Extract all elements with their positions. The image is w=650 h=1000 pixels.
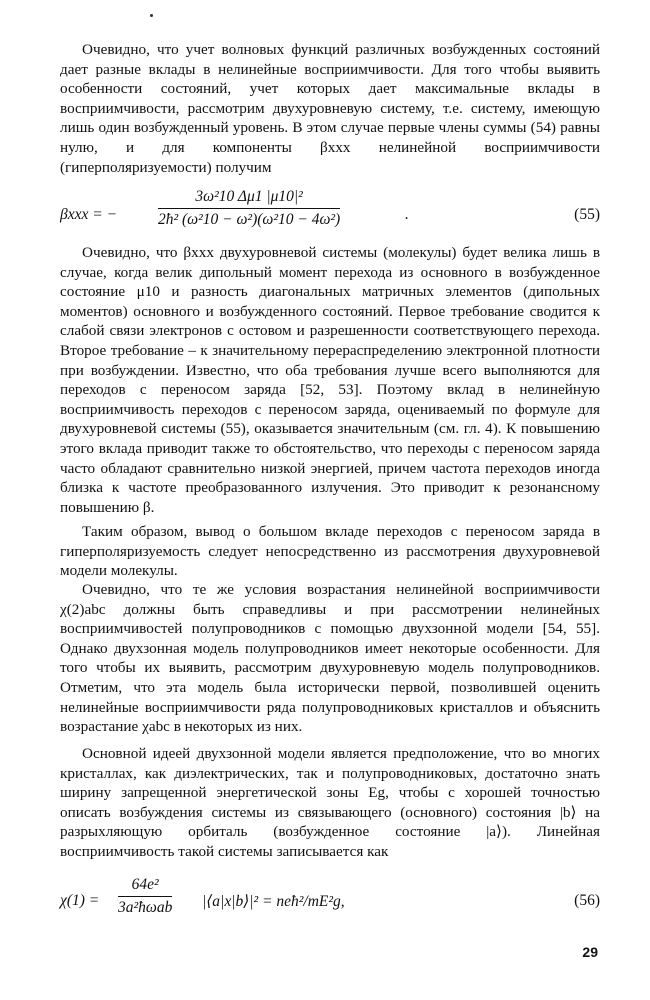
paragraph-2 xyxy=(60,243,600,517)
paragraph-text: Очевидно, что βxxx двухуровневой системы (молекулы) будет велика лишь в случае, когда велик дипольный момент перехода из основного в возбужденное состояние μ10 и разность диагональных матричных элементов (дипольных моментов) основного и возбужденного состояний. Первое требование сводится к слабой связи электронов с остовом и разрешенности соответствующего перехода. Второе требование – к значительному перераспределению электронной плотности при возбуждении. Известно, что оба требования лучше всего выполняются для переходов с переносом заряда [52, 53]. Поэтому вклад в нелинейную восприимчивость переходов с переносом заряда, оцениваемый по формуле для двухуровневой системы (55), оказывается значительным (см. гл. 4). К повышению этого вклада приводит также то обстоятельство, что переходы с переносом заряда часто обладают сравнительно низкой энергией, причем частота переходов иногда близка к частоте преобразованного излучения. Это приводит к резонансному повышению β. xyxy=(60,244,600,516)
scan-speck xyxy=(150,14,153,17)
equation-lhs: χ(1) = xyxy=(60,892,100,909)
paragraph-text: Таким образом, вывод о большом вкладе переходов с переносом заряда в гиперполяризуемость следует непосредственно из рассмотрения двухуровневой модели молекулы. xyxy=(60,523,600,580)
page-number: 29 xyxy=(582,944,598,960)
fraction-denominator: 3a²ħωab xyxy=(118,899,173,916)
equation-lhs: βxxx = − xyxy=(60,206,118,223)
paragraph-5 xyxy=(60,744,600,862)
equation-rest: |⟨a|x|b⟩|² = neħ²/mE²g, xyxy=(202,893,345,910)
paragraph-text: Очевидно, что те же условия возрастания нелинейной восприимчивости χ(2)abc должны быть справедливы и при рассмотрении нелинейных восприимчивостей полупроводников с помощью двухзонной модели [54, 55]. Однако двухзонная модель полупроводников имеет некоторые особенности. Для того чтобы их выявить, рассмотрим двухуровневую модель полупроводников. Отметим, что эта модель была исторически первой, позволившей оценить нелинейные восприимчивости ряда полупроводниковых кристаллов и объяснить возрастание χabc в некоторых из них. xyxy=(60,581,600,736)
equation-56 xyxy=(60,874,600,924)
paragraph-text: Очевидно, что учет волновых функций различных возбужденных состояний дает разные вклады в нелинейные восприимчивости. Для того чтобы выявить особенности состояний, учет которых дает максимальные вклады в восприимчивости, рассмотрим двухуровневую систему, т.е. систему, имеющую лишь один возбужденный уровень. В этом случае первые члены суммы (54) равны нулю, и для компоненты βxxx нелинейной восприимчивости (гиперполяризуемости) получим xyxy=(60,41,600,176)
paragraph-1 xyxy=(60,40,600,177)
fraction-numerator: 3ω²10 Δμ1 |μ10|² xyxy=(158,188,340,209)
equation-fraction xyxy=(158,188,340,229)
equation-fraction xyxy=(118,876,172,917)
fraction-denominator: 2ħ² (ω²10 − ω²)(ω²10 − 4ω²) xyxy=(158,211,341,228)
paragraph-4 xyxy=(60,580,600,737)
paragraph-3 xyxy=(60,522,600,581)
equation-tail: . xyxy=(405,206,409,223)
equation-number: (55) xyxy=(574,206,600,223)
equation-55 xyxy=(60,188,600,238)
fraction-numerator: 64e² xyxy=(118,876,172,897)
equation-number: (56) xyxy=(574,892,600,909)
paragraph-text: Основной идеей двухзонной модели является предположение, что во многих кристаллах, как диэлектрических, так и полупроводниковых, достаточно знать ширину запрещенной энергетической зоны Eg, чтобы с хорошей точностью описать возбуждения системы из связывающего (основного) состояния |b⟩ на разрыхляющую орбиталь (возбужденное состояние |a⟩). Линейная восприимчивость такой системы записывается как xyxy=(60,745,600,860)
